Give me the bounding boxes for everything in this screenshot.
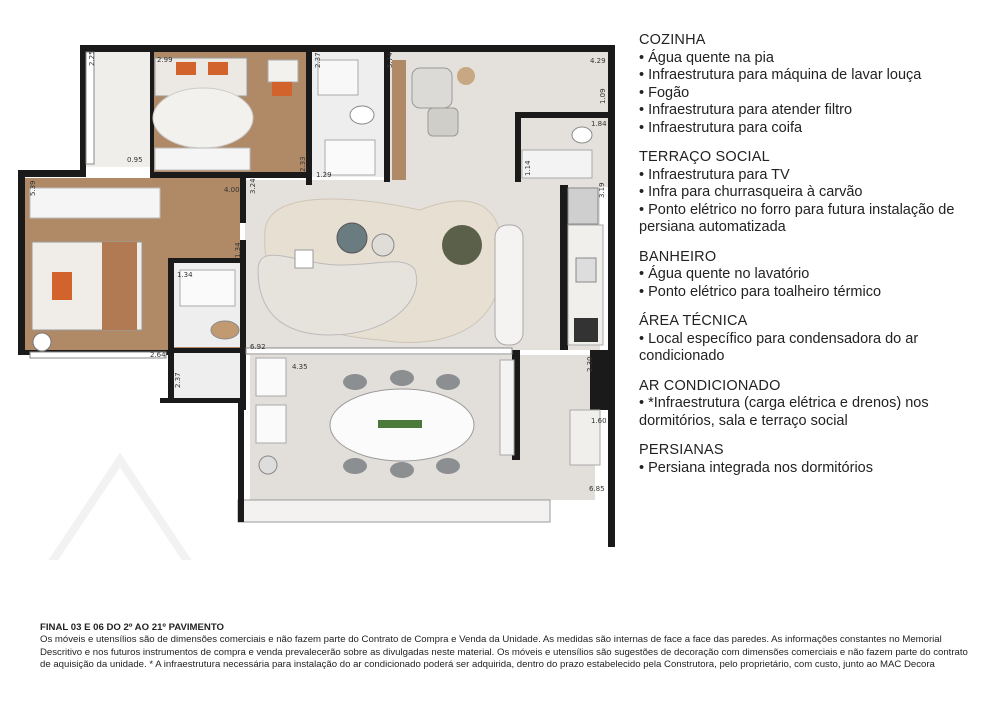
dimension-label: 1.09 (599, 88, 607, 104)
feature-item: • Ponto elétrico para toalheiro térmico (639, 283, 882, 300)
feature-items (639, 50, 994, 138)
features-list (639, 32, 994, 489)
toilet-right (572, 127, 592, 143)
dimension-label: 3.19 (598, 182, 606, 198)
feature-items (639, 331, 994, 366)
dimension-label: 3.24 (249, 178, 257, 194)
feature-section (639, 378, 994, 431)
ottoman (428, 108, 458, 136)
feature-items (639, 167, 994, 237)
dimension-label: 1.84 (591, 120, 607, 128)
terrace-left-floor (85, 52, 150, 167)
feature-section (639, 313, 994, 366)
dimension-label: 6.85 (589, 485, 605, 493)
dimension-label: 1.14 (524, 160, 532, 176)
floor-plan-drawing (0, 0, 620, 560)
feature-section-title: COZINHA (639, 32, 706, 48)
toilet-1 (350, 106, 374, 124)
feature-items (639, 460, 994, 478)
coffee-table-2 (372, 234, 394, 256)
feature-item: • Local específico para condensadora do ar condicionado (639, 330, 919, 364)
footer (40, 622, 975, 671)
dimension-label: 1.34 (234, 242, 242, 258)
glass-door (246, 348, 512, 354)
feature-item: • Infraestrutura para máquina de lavar louça (639, 67, 922, 83)
kitchen-sink (576, 258, 596, 282)
shower-1 (318, 60, 358, 95)
kitchen-island (495, 225, 523, 345)
green-armchair (442, 225, 482, 265)
dimension-label: 4.29 (590, 57, 606, 65)
dimension-label: 2.25 (88, 50, 96, 66)
dimension-label: 0.95 (127, 156, 143, 164)
balcony-edge (238, 500, 550, 522)
watermark-shape (40, 460, 200, 560)
desk (268, 60, 298, 82)
sink-terrace (259, 456, 277, 474)
terrace-counter (500, 360, 514, 455)
feature-item: • Infraestrutura para atender filtro (639, 102, 853, 118)
dimension-label: 2.37 (314, 52, 322, 68)
feature-section-title: BANHEIRO (639, 248, 717, 265)
dimension-label: 6.92 (250, 343, 266, 351)
wardrobe-2 (30, 188, 160, 218)
feature-item: • Fogão (639, 84, 690, 101)
feature-section (639, 249, 994, 302)
round-rug (153, 88, 253, 148)
dimension-label: 1.34 (177, 271, 193, 279)
vanity-right (522, 150, 592, 178)
feature-section (639, 32, 994, 137)
cooktop (574, 318, 598, 342)
dimension-label: 2.37 (174, 372, 182, 388)
table-plant (378, 420, 422, 428)
window-bedroom-2 (30, 352, 166, 358)
footer-title: FINAL 03 E 06 DO 2º AO 21º PAVIMENTO (40, 622, 225, 633)
feature-item: • Ponto elétrico no forro para futura instalação de persiana automatizada (639, 201, 955, 235)
sink-1 (325, 140, 375, 175)
dimension-label: 2.64 (150, 351, 166, 359)
feature-item: • *Infraestrutura (carga elétrica e drenos) nos dormitórios, sala e terraço social (639, 395, 929, 429)
service-floor (172, 352, 242, 400)
floor-plan (0, 0, 620, 560)
feature-item: • Infraestrutura para coifa (639, 119, 803, 136)
vanity-2 (211, 321, 239, 339)
feature-item: • Persiana integrada nos dormitórios (639, 459, 873, 476)
pillow (176, 62, 196, 75)
dimension-label: 1.60 (591, 417, 607, 425)
side-table (457, 67, 475, 85)
feature-section-title: PERSIANAS (639, 442, 724, 458)
pillow-2 (52, 272, 72, 300)
feature-item: • Infraestrutura para TV (639, 166, 790, 183)
feature-section (639, 442, 994, 477)
feature-section-title: ÁREA TÉCNICA (639, 313, 748, 329)
lamp (33, 333, 51, 351)
coffee-table-1 (337, 223, 367, 253)
dimension-label: 5.39 (29, 180, 37, 196)
feature-items (639, 395, 994, 430)
feature-item: • Infra para churrasqueira à carvão (639, 184, 863, 200)
dimension-label: 5.74 (386, 52, 394, 68)
feature-section (639, 149, 994, 237)
dimension-label: 4.35 (292, 363, 308, 371)
laundry (256, 358, 286, 396)
side-table-2 (295, 250, 313, 268)
feature-section-title: TERRAÇO SOCIAL (639, 149, 770, 165)
pillow (208, 62, 228, 75)
fridge (568, 188, 598, 224)
dimension-label: 1.29 (316, 171, 332, 179)
feature-item: • Água quente no lavatório (639, 266, 810, 282)
throw-blanket (102, 242, 137, 330)
armchair-1 (412, 68, 452, 108)
chair (272, 82, 292, 96)
wood-panel (392, 60, 406, 180)
dimension-label: 2.30 (586, 356, 594, 372)
feature-items (639, 266, 994, 301)
dimension-label: 2.33 (299, 156, 307, 172)
feature-item: • Água quente na pia (639, 49, 774, 66)
footer-disclaimer: Os móveis e utensílios são de dimensões comerciais e não fazem parte do Contrato de Compra e Venda da Unidade. As medidas são internas de face a face das paredes. As informações constantes no Memorial Descritivo e nos futuros instrumentos de compra e venda prevalecerão sobre as divulgadas neste material. Os móveis e utensílios são sugestões de decoração com dimensões comerciais e não fazem parte do contrato de aquisição da unidade. * A infraestrutura necessária para instalação do ar condicionado poderá ser adquirida, dentro do prazo estabelecido pela Construtora, pelo proprietário, com custo, junto ao MAC Decora (40, 634, 968, 670)
dimension-label: 4.00 (224, 186, 240, 194)
bbq-grill (256, 405, 286, 443)
feature-section-title: AR CONDICIONADO (639, 377, 781, 394)
wardrobe-1 (155, 148, 250, 170)
dimension-label: 2.99 (157, 56, 173, 64)
window-left (86, 52, 94, 164)
